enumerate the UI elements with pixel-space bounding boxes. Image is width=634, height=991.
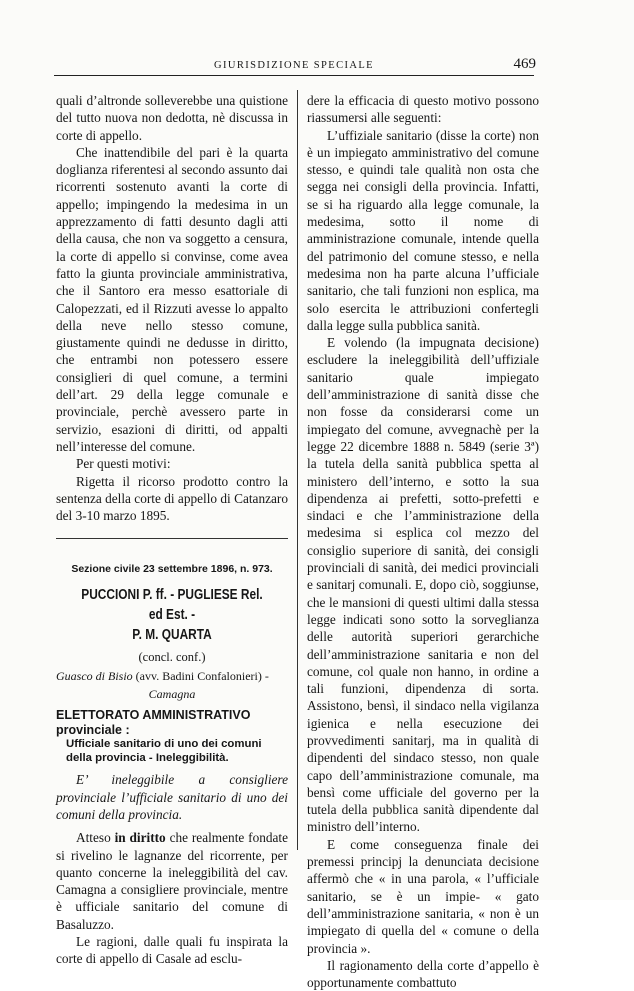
running-header — [54, 54, 534, 76]
emphasis-text: in diritto — [114, 830, 166, 846]
respondent-name: Camagna — [148, 687, 196, 702]
conclusion-note: (concl. conf.) — [138, 649, 206, 664]
paragraph: Il ragionamento della corte d’appello è opportunamente combattuto — [307, 957, 539, 991]
paragraph: Che inattendibile del pari è la quarta doglianza riferentesi al secondo assunto dai ricorrenti sostenuto avanti la corte di appello; impingendo la medesima in un apprezzamento di fatti desunto dagli atti della causa, che non va soggetto a censura, la corte di appello si convinse, come avea fatto la giunta provinciale amministrativa, che il Santoro era messo esattoriale di Calopezzati, ed il Rizzuti avesse lo appalto della neve nello stesso comune, giustamente quindi ne dedusse in diritto, che entrambi non potessero essere consiglieri di quel comune, a termini dell’art. 29 della legge comunale e provinciale, perchè avessero parte in servizio, esazioni di diritti, od appalti nell’interesse del comune. — [56, 144, 288, 454]
holding-summary: E’ ineleggibile a consigliere provinciale l’ufficiale sanitario di uno dei comuni della provincia. — [56, 772, 288, 822]
text-span: che realmente fondate si rivelino le lagnanze del ricorrente, per quanto concerne la ineleggibilità del cav. Camagna a consigliere provinciale, mentre è ufficiale sanitario del comune di Basaluzzo. — [56, 830, 289, 932]
paragraph: Per questi motivi: — [76, 456, 171, 472]
running-title: GIURISDIZIONE SPECIALE — [214, 60, 374, 71]
paragraph — [56, 829, 288, 933]
prosecutor-line: P. M. QUARTA — [132, 626, 212, 643]
paragraph: E volendo (la impugnata decisione) escludere la ineleggibilità dell’uffiziale sanitario quale impiegato dell’amministrazione di sanità disse che non fosse da considerarsi come un impiegato del comune, avvegnachè per la legge 22 dicembre 1888 n. 5849 (serie 3ª) la tutela della sanità pubblica spetta al ministero dell’interno, e sotto la sua dipendenza ai prefetti, sotto-prefetti e sindaci e che l’amministrazione della medesima si esplica col mezzo del consiglio superiore di sanità, dei consigli provinciali di sanità, dei medici provinciali e sanitarj comunali. E, dopo ciò, soggiunse, che le mansioni di questi ultimi dalla stessa legge indicati sono sotto la sorveglianza delle autorità superiori gerarchiche dell’amministrazione sanitaria e non del comune, col quale non hanno, in ordine a tali funzioni, dipendenza di sorta. Assistono, bensì, il sindaco nella vigilanza igienica e nella esecuzione dei provvedimenti sanitarj, ma in qualità di dipendenti del sindaco stesso, non quale capo dell’amministrazione comunale, ma bensì come ufficiale del governo per la tutela della pubblica sanità dipendente dal ministro dell’interno. — [307, 335, 539, 835]
appellant-name: Guasco di Bisio — [56, 669, 133, 684]
counsel-name: (avv. Badini Confalonieri) - — [135, 669, 269, 684]
case-section-caption: Sezione civile 23 settembre 1896, n. 973. — [71, 563, 273, 576]
judges-line: PUCCIONI P. ff. - PUGLIESE Rel. ed Est. - — [81, 586, 263, 623]
subject-main: ELETTORATO AMMINISTRATIVO provinciale : — [56, 708, 251, 737]
paragraph: L’uffiziale sanitario (disse la corte) non è un impiegato amministrativo del comune stesso, e quindi tale qualità non osta che segga nei consigli della provincia. Infatti, se si ha riguardo alla legge comunale, la medesima, sotto il nome di amministrazione comunale, intende quella del patrimonio del comune stesso, e nella medesima non ha parte alcuna l’ufficiale sanitario, che tali funzioni non esplica, ma solo esercita le attribuzioni confertegli dalla legge sulla pubblica sanità. — [307, 127, 539, 333]
subject-heading — [56, 709, 288, 765]
right-column — [307, 92, 539, 991]
paragraph: E come conseguenza finale dei premessi principj la denunciata decisione affermò che « in una parola, « l’ufficiale sanitario, se è un impie- « gato dell’amministrazione sanitaria, « non è un impiegato di quella del « comune o della provincia ». — [307, 836, 539, 956]
paragraph: Le ragioni, dalle quali fu inspirata la corte di appello di Casale ad esclu- — [56, 933, 288, 967]
page-number: 469 — [513, 56, 536, 72]
column-divider — [297, 90, 298, 850]
paragraph: Rigetta il ricorso prodotto contro la sentenza della corte di appello di Catanzaro del 3-10 marzo 1895. — [56, 473, 288, 524]
section-divider — [56, 538, 288, 539]
case-parties — [56, 669, 288, 684]
header-rule — [54, 75, 534, 76]
text-span: Atteso — [76, 830, 111, 846]
paragraph: dere la efficacia di questo motivo possono riassumersi alle seguenti: — [307, 93, 539, 126]
subject-sub: Ufficiale sanitario di uno dei comuni della provincia - Ineleggibilità. — [66, 738, 262, 764]
paragraph: quali d’altronde solleverebbe una quistione del tutto nuova non dedotta, nè discussa in corte di appello. — [56, 93, 288, 143]
left-column — [56, 92, 288, 968]
